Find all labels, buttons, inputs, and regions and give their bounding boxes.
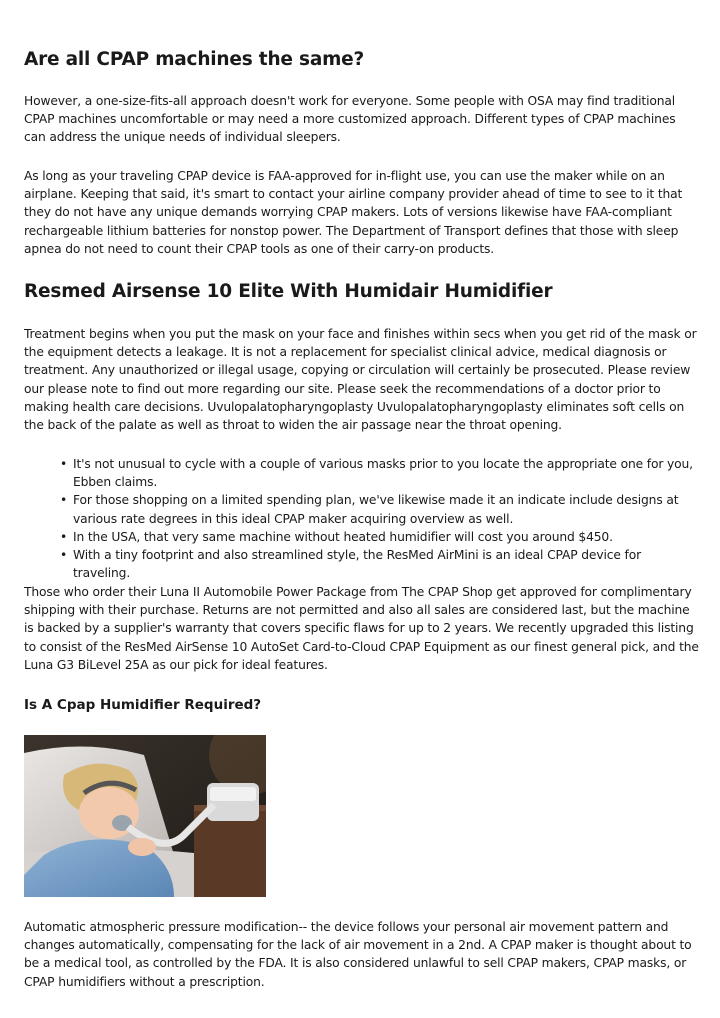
paragraph-one-size: However, a one-size-fits-all approach doesn't work for everyone. Some people with OSA may find traditional CPAP machines uncomfortable or may need a more customized approach. Different types of CPAP machines can address the unique needs of individual sleepers. (24, 94, 676, 145)
paragraph-treatment: Treatment begins when you put the mask on your face and finishes within secs when you get rid of the mask or the equipment detects a leakage. It is not a replacement for specialist clinical advice, medical diagnosis or treatment. Any unauthorized or illegal usage, copying or circulation will certainly be prosecuted. Please review our please note to find out more regarding our site. Please seek the recommendations of a doctor prior to making health care decisions. Uvulopalatopharyngoplasty Uvulopalatopharyngoplasty eliminates soft cells on the back of the palate as well as throat to widen the air passage near the throat opening. (24, 327, 697, 433)
list-item: • With a tiny footprint and also streamlined style, the ResMed AirMini is an ideal CPAP device for traveling. (60, 546, 700, 582)
paragraph-atmospheric: Automatic atmospheric pressure modification-- the device follows your personal air movement pattern and changes automatically, compensating for the lack of air movement in a 2nd. A CPAP maker is thought about to be a medical tool, as controlled by the FDA. It is also considered unlawful to sell CPAP makers, CPAP masks, or CPAP humidifiers without a prescription. (24, 920, 692, 989)
list-item: • In the USA, that very same machine without heated humidifier will cost you around $450. (60, 528, 700, 546)
bullet-list (60, 455, 700, 582)
heading-humidifier-required: Is A Cpap Humidifier Required? (24, 697, 262, 713)
cpap-sleeping-photo (24, 735, 266, 897)
list-item: • It's not unusual to cycle with a couple of various masks prior to you locate the appropriate one for you, Ebben claims. (60, 455, 700, 491)
list-item: • For those shopping on a limited spending plan, we've likewise made it an indicate include designs at various rate degrees in this ideal CPAP maker acquiring overview as well. (60, 491, 700, 527)
heading-cpap-same: Are all CPAP machines the same? (24, 49, 365, 70)
paragraph-faa: As long as your traveling CPAP device is FAA-approved for in-flight use, you can use the maker while on an airplane. Keeping that said, it's smart to contact your airline company provider ahead of time to see to it that they do not have any unique demands worrying CPAP makers. Lots of versions likewise have FAA-compliant rechargeable lithium batteries for nonstop power. The Department of Transport defines that those with sleep apnea do not need to count their CPAP tools as one of their carry-on products. (24, 169, 683, 256)
paragraph-luna: Those who order their Luna II Automobile Power Package from The CPAP Shop get approved for complimentary shipping with their purchase. Returns are not permitted and also all sales are considered last, but the machine is backed by a supplier's warranty that covers specific flaws for up to 2 years. We recently upgraded this listing to consist of the ResMed AirSense 10 AutoSet Card-to-Cloud CPAP Equipment as our finest general pick, and the Luna G3 BiLevel 25A as our pick for ideal features. (24, 585, 699, 672)
heading-resmed-airsense: Resmed Airsense 10 Elite With Humidair Humidifier (24, 281, 553, 302)
